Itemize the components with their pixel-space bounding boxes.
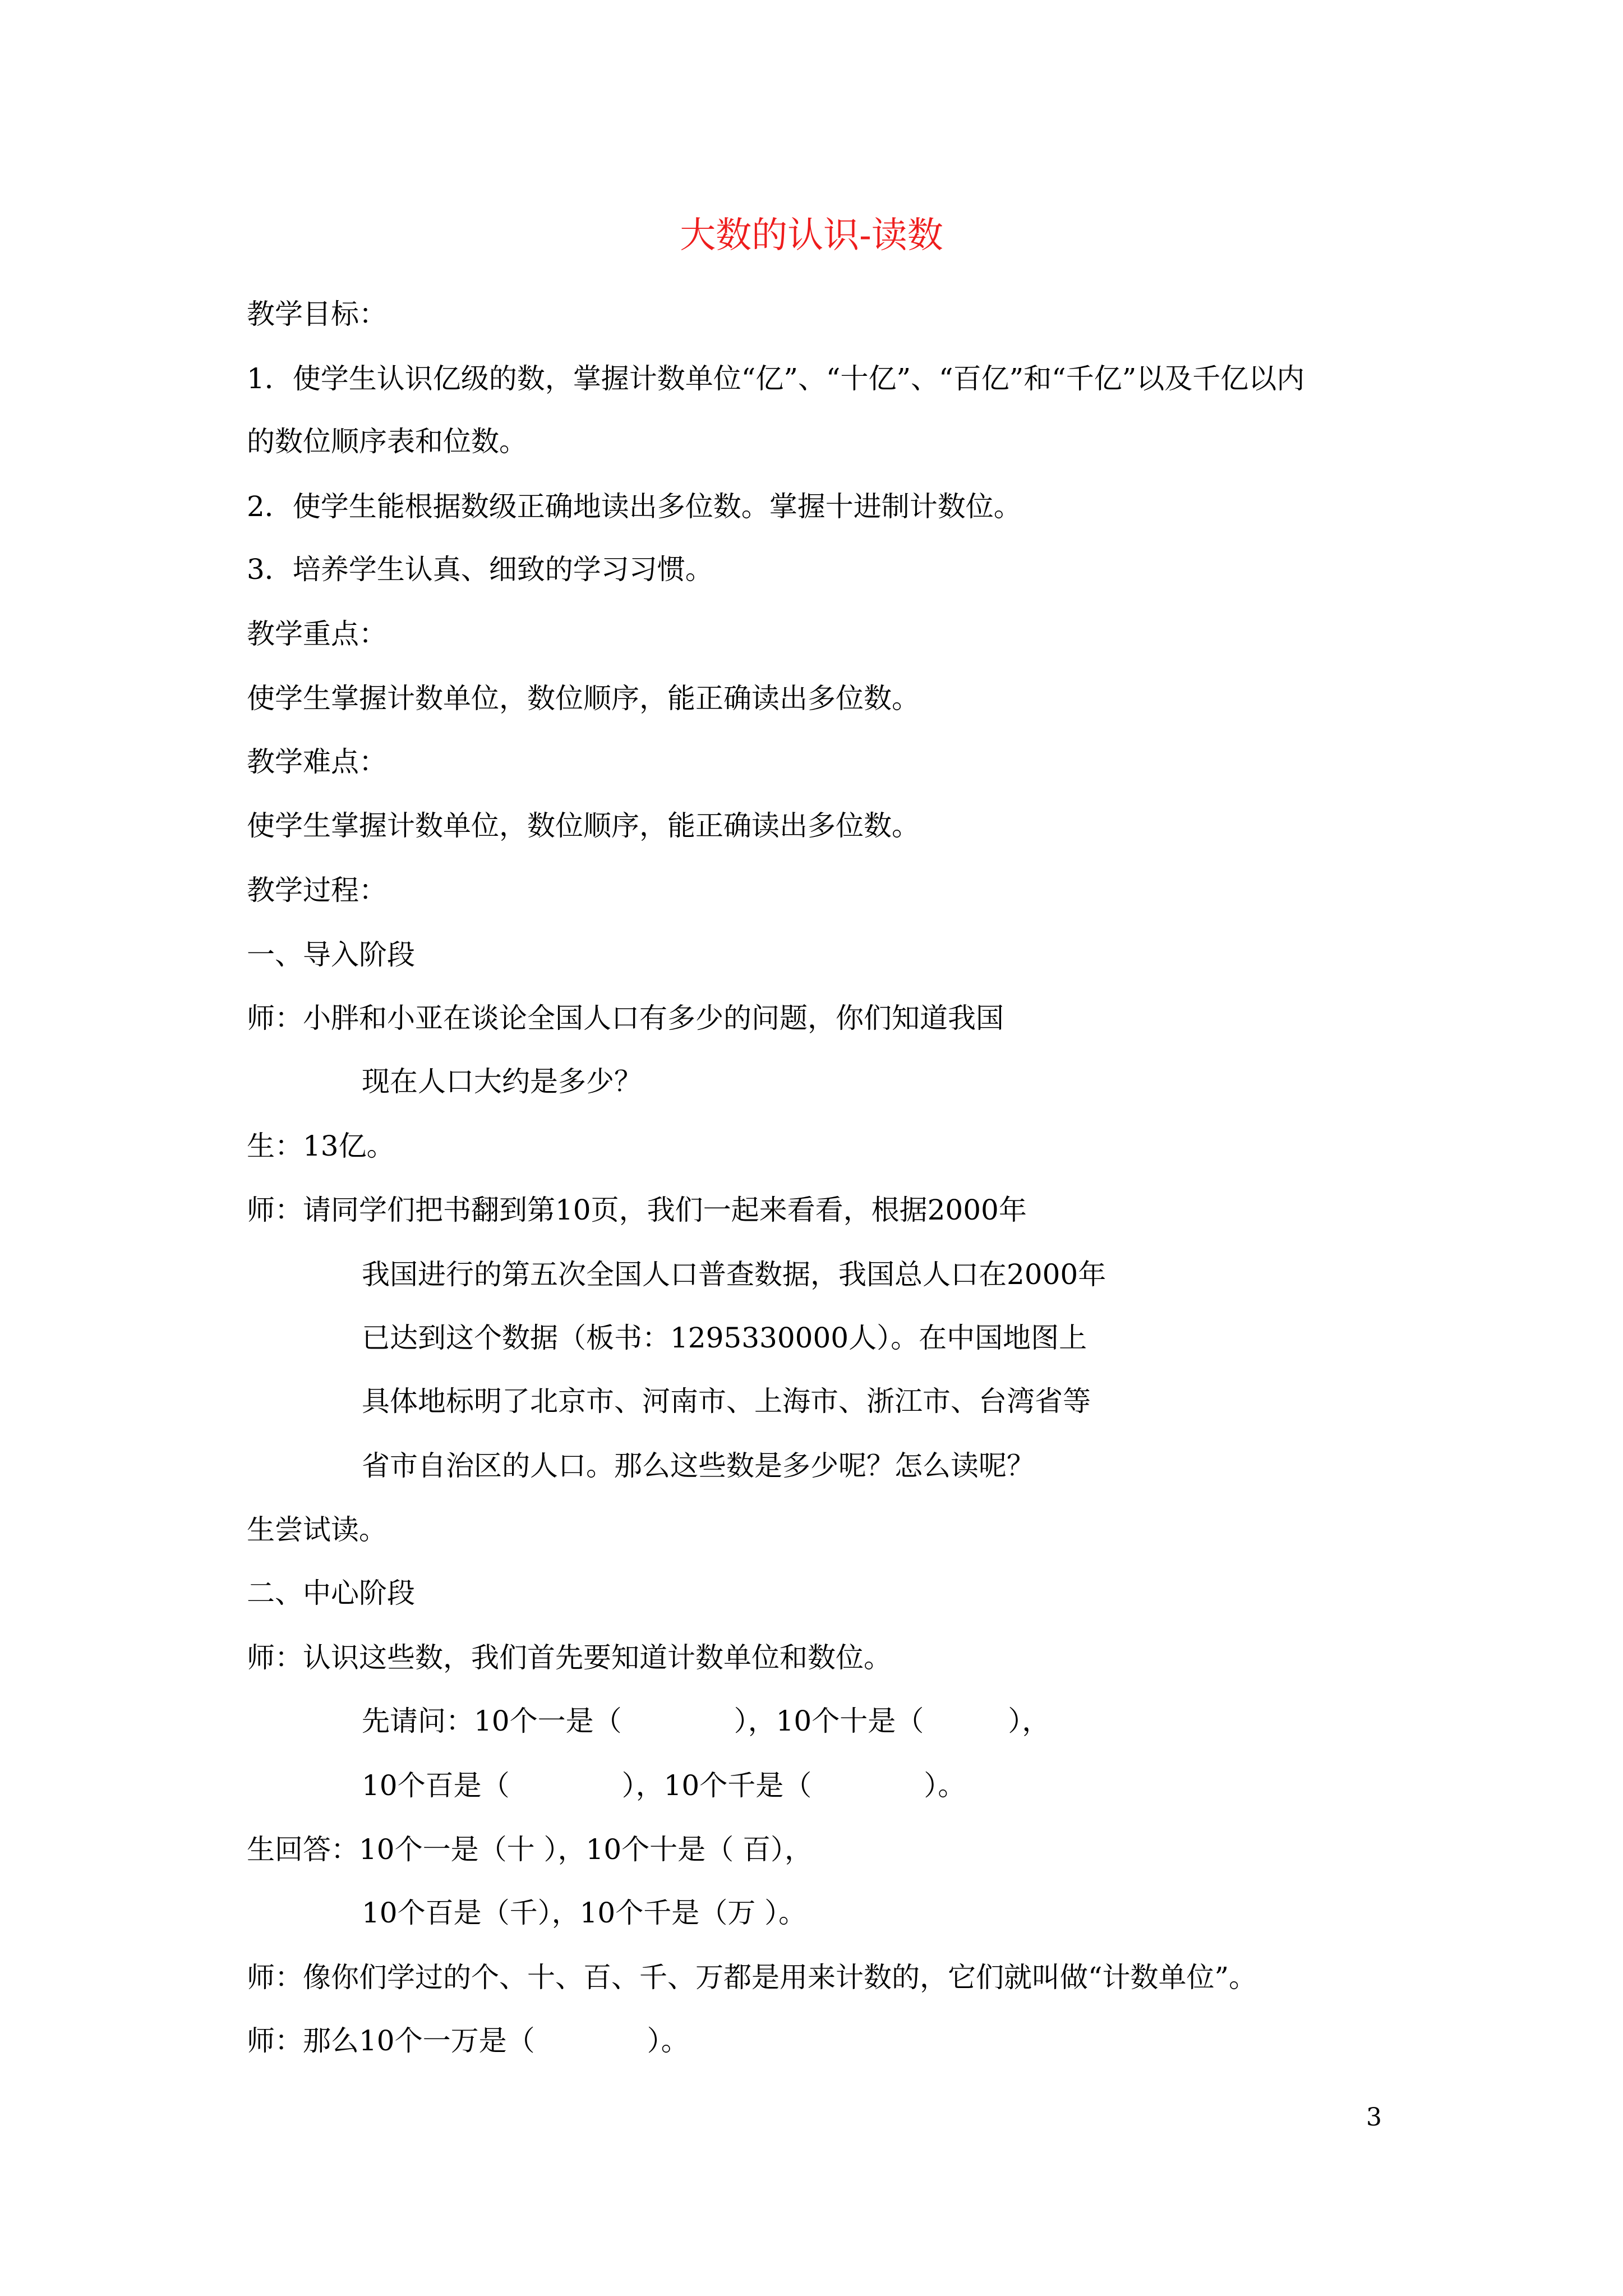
section-1-heading: 一、导入阶段: [247, 938, 415, 971]
teacher-line-2: 师：请同学们把书翻到第10页，我们一起来看看，根据2000年: [247, 1194, 1027, 1226]
section-2-heading: 二、中心阶段: [247, 1577, 415, 1609]
student-answer-1: 生：13亿。: [247, 1130, 395, 1162]
student-answer-2-cont: 10个百是（千），10个千是（万 ）。: [362, 1897, 807, 1929]
goal-3: 3．培养学生认真、细致的学习习惯。: [247, 553, 713, 586]
heading-teaching-process: 教学过程：: [247, 874, 387, 907]
goal-1-line-2: 的数位顺序表和位数。: [247, 425, 527, 458]
teaching-difficulty-text: 使学生掌握计数单位，数位顺序，能正确读出多位数。: [247, 809, 920, 842]
teacher-line-2-cont-4: 省市自治区的人口。那么这些数是多少呢？怎么读呢？: [362, 1450, 1035, 1482]
heading-teaching-difficulty: 教学难点：: [247, 746, 387, 778]
student-try-reading: 生尝试读。: [247, 1513, 387, 1546]
teacher-line-2-cont-2: 已达到这个数据（板书：1295330000人）。在中国地图上: [362, 1322, 1087, 1354]
goal-1-line-1: 1．使学生认识亿级的数，掌握计数单位“亿”、“十亿”、“百亿”和“千亿”以及千亿以内: [247, 362, 1305, 395]
student-answer-2: 生回答：10个一是（十 ），10个十是（ 百），: [247, 1833, 813, 1866]
goal-2: 2．使学生能根据数级正确地读出多位数。掌握十进制计数位。: [247, 490, 1022, 523]
teacher-line-1-cont: 现在人口大约是多少？: [362, 1065, 642, 1098]
teacher-line-1: 师：小胖和小亚在谈论全国人口有多少的问题，你们知道我国: [247, 1002, 1004, 1034]
teacher-line-4: 师：像你们学过的个、十、百、千、万都是用来计数的，它们就叫做“计数单位”。: [247, 1961, 1257, 1994]
teaching-focus-text: 使学生掌握计数单位，数位顺序，能正确读出多位数。: [247, 682, 920, 715]
teacher-line-2-cont-1: 我国进行的第五次全国人口普查数据，我国总人口在2000年: [362, 1258, 1106, 1291]
teacher-question-1: 先请问：10个一是（ ），10个十是（ ），: [362, 1705, 1050, 1737]
heading-teaching-goals: 教学目标：: [247, 298, 387, 330]
teacher-line-2-cont-3: 具体地标明了北京市、河南市、上海市、浙江市、台湾省等: [362, 1385, 1091, 1418]
page-number: 3: [1366, 2103, 1382, 2132]
document-title: 大数的认识-读数: [680, 215, 943, 256]
teacher-question-2: 10个百是（ ），10个千是（ ）。: [362, 1769, 966, 1802]
teacher-line-3: 师：认识这些数，我们首先要知道计数单位和数位。: [247, 1641, 892, 1674]
teacher-line-5: 师：那么10个一万是（ ）。: [247, 2024, 689, 2057]
heading-teaching-focus: 教学重点：: [247, 618, 387, 650]
